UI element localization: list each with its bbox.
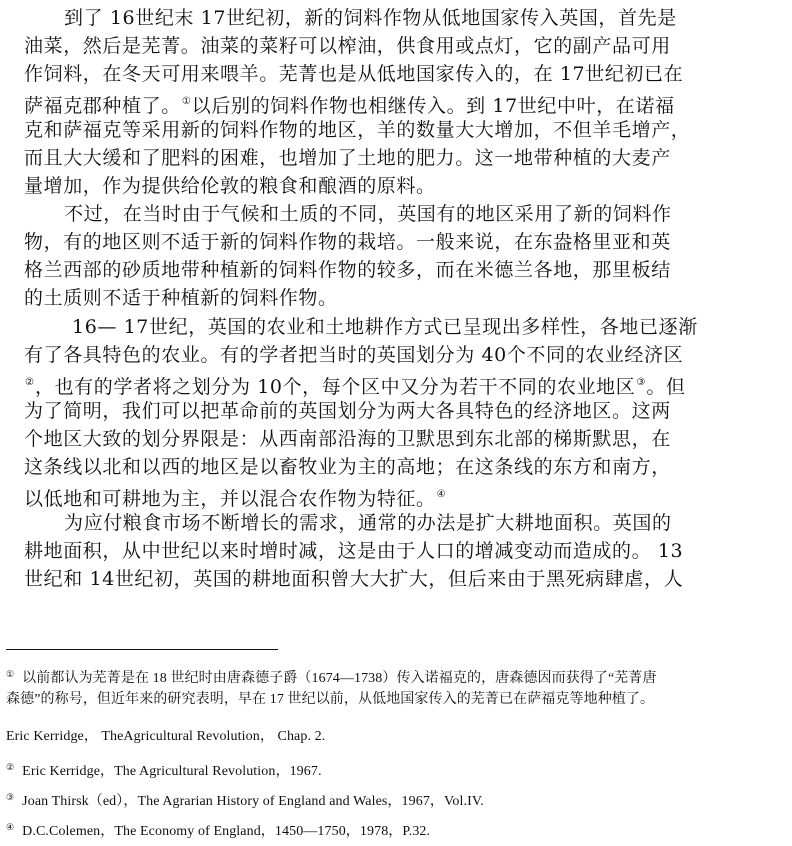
text-segment: 个地区大致的划分界限是：从西南部沿海的卫默思到东北部的梯斯默思，在 <box>24 428 671 450</box>
text-segment: 16— 17世纪，英国的农业和土地耕作方式已呈现出多样性，各地已逐渐 <box>72 316 698 338</box>
paragraph-line <box>24 537 683 565</box>
text-segment: 这条线以北和以西的地区是以畜牧业为主的高地；在这条线的东方和南方， <box>24 456 671 478</box>
paragraph-line <box>64 200 672 228</box>
footnote-text: 森德”的称号，但近年来的研究表明，早在 17 世纪以前，从低地国家传入的芜菁已在萨福克等地种植了。 <box>6 692 655 707</box>
text-segment: 作饲料，在冬天可用来喂羊。芜菁也是从低地国家传入的，在 17世纪初已在 <box>24 63 684 85</box>
paragraph-line <box>24 397 671 425</box>
paragraph-line <box>24 172 436 200</box>
footnote-text: D.C.Colemen，The Economy of England，1450—1750，1978，P.32. <box>22 824 431 839</box>
text-segment: 世纪和 14世纪初，英国的耕地面积曾大大扩大，但后来由于黑死病肆虐，人 <box>24 568 684 590</box>
text-segment: 到了 16世纪末 17世纪初，新的饲料作物从低地国家传入英国，首先是 <box>64 7 677 29</box>
footnote-text: Eric Kerridge， TheAgricultural Revolution， Chap. 2. <box>6 729 326 744</box>
footnote-marker: ② <box>25 377 34 388</box>
paragraph-line <box>24 88 675 116</box>
paragraph-line <box>64 509 672 537</box>
paragraph-line <box>24 425 671 453</box>
text-segment: 油菜，然后是芜菁。油菜的菜籽可以榨油，供食用或点灯，它的副产品可用 <box>24 35 671 57</box>
paragraph-line <box>24 60 683 88</box>
footnote-marker: ④ <box>436 489 446 500</box>
footnote-number: ④ <box>6 822 15 832</box>
text-segment: 不过，在当时由于气候和土质的不同，英国有的地区采用了新的饲料作 <box>64 203 672 225</box>
paragraph-line <box>24 256 671 284</box>
footnote <box>6 787 484 807</box>
footnote-text: 以前都认为芜菁是在 18 世纪时由唐森德子爵（1674—1738）传入诺福克的，唐森德因而获得了“芜菁唐 <box>22 671 657 686</box>
text-segment: ，也有的学者将之划分为 10个，每个区中又分为若干不同的农业地区 <box>34 376 636 398</box>
paragraph-line <box>24 565 683 593</box>
text-segment: 。但 <box>646 376 686 398</box>
paragraph-line <box>72 313 698 341</box>
footnote-number: ① <box>6 669 15 679</box>
text-segment: 以后别的饲料作物也相继传入。到 17世纪中叶，在诺福 <box>191 95 675 117</box>
paragraph-line <box>24 369 686 397</box>
footnote <box>6 690 654 710</box>
text-segment: 为了简明，我们可以把革命前的英国划分为两大各具特色的经济地区。这两 <box>24 400 671 422</box>
footnote <box>6 817 430 837</box>
paragraph-line <box>24 32 671 60</box>
text-segment: 的土质则不适于种植新的饲料作物。 <box>24 287 338 309</box>
paragraph-line <box>24 481 447 509</box>
text-segment: 克和萨福克等采用新的饲料作物的地区，羊的数量大大增加，不但羊毛增产， <box>24 119 691 141</box>
paragraph-line <box>24 144 671 172</box>
text-segment: 耕地面积，从中世纪以来时增时减，这是由于人口的增减变动而造成的。 13 <box>24 540 684 562</box>
text-segment: 为应付粮食市场不断增长的需求，通常的办法是扩大耕地面积。英国的 <box>64 512 672 534</box>
footnote <box>6 727 325 747</box>
paragraph-line <box>24 284 338 312</box>
text-segment: 而且大大缓和了肥料的困难，也增加了土地的肥力。这一地带种植的大麦产 <box>24 147 671 169</box>
footnote <box>6 664 657 684</box>
text-segment: 物，有的地区则不适于新的饲料作物的栽培。一般来说，在东盎格里亚和英 <box>24 231 671 253</box>
text-segment: 萨福克郡种植了。 <box>24 95 181 117</box>
paragraph-line <box>24 116 690 144</box>
text-segment: 量增加，作为提供给伦敦的粮食和酿酒的原料。 <box>24 175 436 197</box>
footnote-number: ③ <box>6 792 15 802</box>
footnote-marker: ③ <box>636 377 646 388</box>
text-segment: 格兰西部的砂质地带种植新的饲料作物的较多，而在米德兰各地，那里板结 <box>24 259 671 281</box>
paragraph-line <box>24 341 683 369</box>
footnote-marker: ① <box>181 96 191 107</box>
paragraph-line <box>24 453 671 481</box>
footnote-text: Eric Kerridge，The Agricultural Revolution，1967. <box>22 764 322 779</box>
text-segment: 以低地和可耕地为主，并以混合农作物为特征。 <box>24 488 436 510</box>
footnote-divider <box>6 649 278 650</box>
text-segment: 有了各具特色的农业。有的学者把当时的英国划分为 40个不同的农业经济区 <box>24 344 684 366</box>
footnote-number: ② <box>6 762 15 772</box>
paragraph-line <box>24 228 671 256</box>
footnote-text: Joan Thirsk（ed），The Agrarian History of England and Wales，1967，Vol.IV. <box>22 794 484 809</box>
paragraph-line <box>64 4 677 32</box>
footnote <box>6 757 322 777</box>
